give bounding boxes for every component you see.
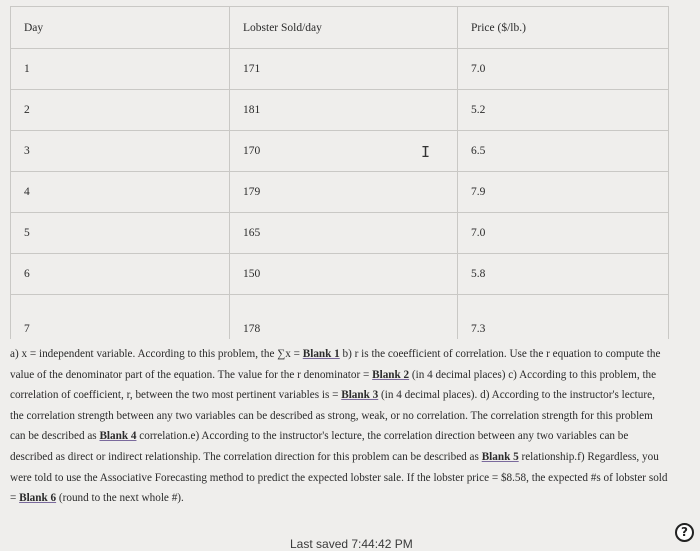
- cell-price: 7.9: [458, 172, 669, 213]
- table-row: [11, 254, 669, 295]
- blank-4[interactable]: Blank 4: [99, 430, 137, 443]
- table-row: [11, 49, 669, 90]
- blank-1[interactable]: Blank 1: [302, 348, 340, 360]
- question-part: a) x = independent variable. According to this problem, the ∑x =: [10, 348, 303, 360]
- cell-sold: 165: [230, 213, 458, 254]
- header-day: Day: [11, 7, 230, 49]
- table-row: [11, 295, 669, 340]
- header-price: Price ($/lb.): [458, 7, 669, 49]
- table-row: [11, 131, 669, 172]
- lobster-data-table: [10, 6, 669, 339]
- question-part: (in 4 decimal places). d) According to the instructor's lecture, the correlation strength between any two variables can be described as strong, weak, or no correlation. The correlation strength for this problem can be described as: [10, 389, 655, 443]
- question-part: b) r is the coeefficient of correlation. Use the r equation to compute the value of the denominator part of the equation. The value for the r denominator =: [10, 348, 661, 381]
- table-header-row: [11, 7, 669, 49]
- cell-day: 5: [11, 213, 230, 254]
- cell-day: 3: [11, 131, 230, 172]
- cell-sold: 179: [230, 172, 458, 213]
- cell-price: 5.2: [458, 90, 669, 131]
- blank-5[interactable]: Blank 5: [481, 450, 519, 463]
- cell-day: 1: [11, 49, 230, 90]
- blank-6[interactable]: Blank 6: [19, 492, 57, 505]
- cell-price: 5.8: [458, 254, 669, 295]
- blank-3[interactable]: Blank 3: [341, 389, 379, 402]
- table-row: [11, 90, 669, 131]
- question-text: [10, 344, 670, 509]
- help-icon[interactable]: ?: [675, 523, 694, 542]
- blank-2[interactable]: Blank 2: [372, 368, 410, 381]
- table-row: [11, 213, 669, 254]
- question-part: (round to the next whole #).: [56, 492, 184, 505]
- cell-sold: 178: [230, 295, 458, 340]
- last-saved-status: Last saved 7:44:42 PM: [290, 537, 413, 551]
- cell-sold: 170: [230, 131, 458, 172]
- cell-sold: 181: [230, 90, 458, 131]
- cell-price: 7.0: [458, 49, 669, 90]
- cell-price: 7.3: [458, 295, 669, 340]
- table-row: [11, 172, 669, 213]
- header-lobster-sold: Lobster Sold/day: [230, 7, 458, 49]
- cell-sold: 150: [230, 254, 458, 295]
- cell-day: 4: [11, 172, 230, 213]
- question-part: correlation.e) According to the instructor's lecture, the correlation direction between any two variables can be described as direct or indirect relationship. The correlation direction for this problem can be described as: [10, 430, 629, 463]
- cell-day: 7: [11, 295, 230, 340]
- data-table-container: [10, 6, 668, 339]
- cell-day: 2: [11, 90, 230, 131]
- cell-sold: 171: [230, 49, 458, 90]
- question-part: (in 4 decimal places) c) According to this problem, the correlation of coefficient, r, between the two most pertinent variables is =: [10, 368, 657, 402]
- cell-price: 7.0: [458, 213, 669, 254]
- cell-day: 6: [11, 254, 230, 295]
- question-part: relationship.f) Regardless, you were told to use the Associative Forecasting method to predict the expected lobster sale. If the lobster price = $8.58, the expected #s of lobster sold =: [10, 450, 668, 505]
- text-cursor-icon: I: [421, 143, 431, 161]
- cell-price: 6.5: [458, 131, 669, 172]
